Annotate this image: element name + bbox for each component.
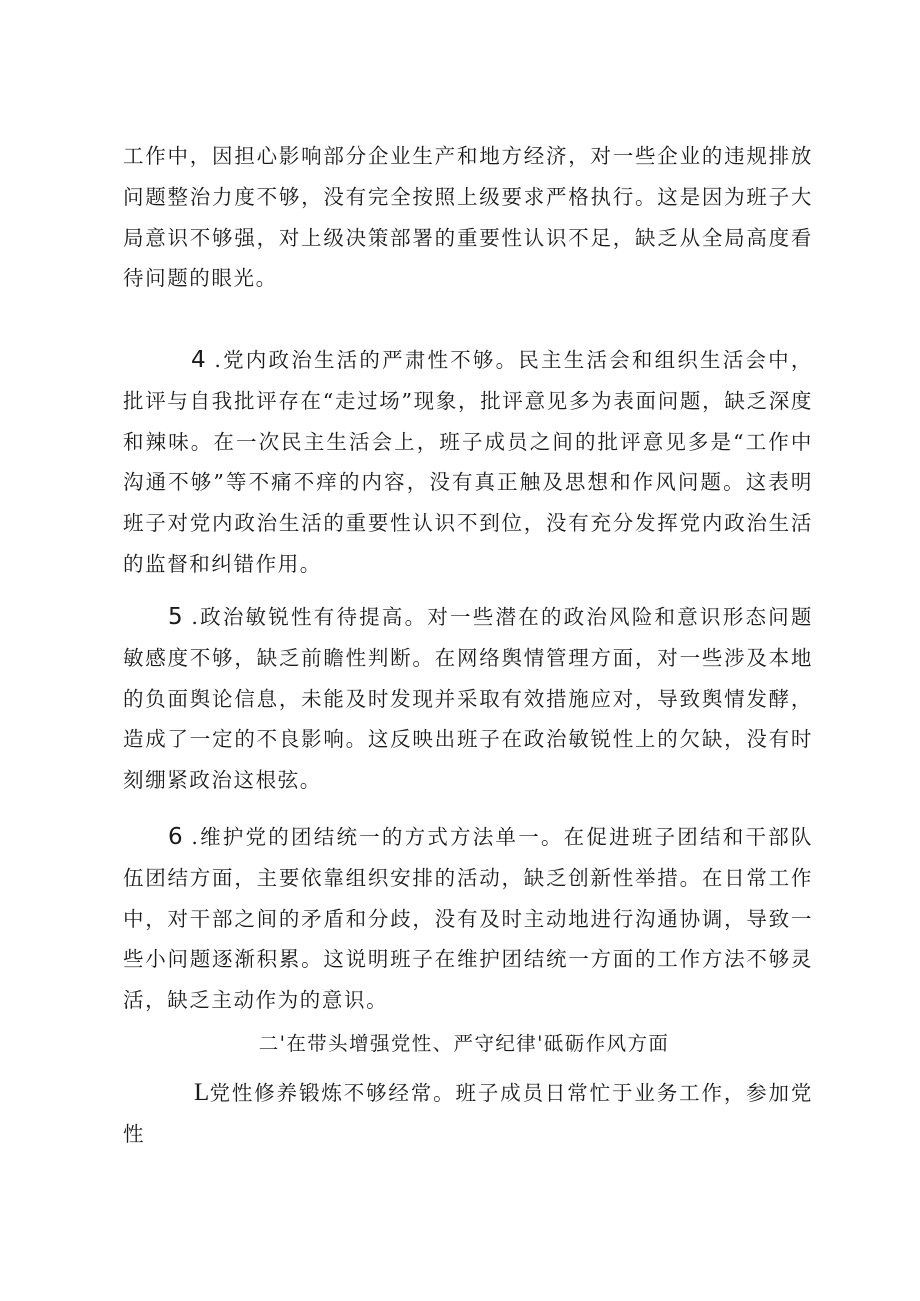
paragraph-text: 党性修养锻炼不够经常。班子成员日常忙于业务工作，参加党性 — [123, 1081, 813, 1146]
paragraph-continuation — [123, 136, 813, 299]
item-number: 4 — [191, 347, 206, 373]
paragraph-text: .党内政治生活的严肃性不够。民主生活会和组织生活会中，批评与自我批评存在“走过场”现象，批评意见多为表面问题，缺乏深度和辣味。在一次民主生活会上，班子成员之间的批评意见多是“工作中沟通不够”等不痛不痒的内容，没有真正触及思想和作风问题。这表明班子对党内政治生活的重要性认识不到位，没有充分发挥党内政治生活的监督和纠错作用。 — [123, 348, 813, 576]
paragraph-item-4 — [123, 340, 813, 585]
paragraph-item-1 — [123, 1073, 813, 1155]
section-heading: 二'在带头增强党性、严守纪律'砥砺作风方面 — [258, 1032, 670, 1055]
paragraph-item-6 — [123, 817, 813, 1021]
item-number: L — [194, 1079, 210, 1106]
item-number: 6 — [168, 824, 183, 850]
paragraph-item-5 — [123, 597, 813, 801]
paragraph-text: .政治敏锐性有待提高。对一些潜在的政治风险和意识形态问题敏感度不够，缺乏前瞻性判断。在网络舆情管理方面，对一些涉及本地的负面舆论信息，未能及时发现并采取有效措施应对，导致舆情发酵，造成了一定的不良影响。这反映出班子在政治敏锐性上的欠缺，没有时刻绷紧政治这根弦。 — [123, 605, 813, 793]
paragraph-text: 工作中，因担心影响部分企业生产和地方经济，对一些企业的违规排放问题整治力度不够，没有完全按照上级要求严格执行。这是因为班子大局意识不够强，对上级决策部署的重要性认识不足，缺乏从全局高度看待问题的眼光。 — [123, 144, 813, 291]
paragraph-text: .维护党的团结统一的方式方法单一。在促进班子团结和干部队伍团结方面，主要依靠组织安排的活动，缺乏创新性举措。在日常工作中，对干部之间的矛盾和分歧，没有及时主动地进行沟通协调，导致一些小问题逐渐积累。这说明班子在维护团结统一方面的工作方法不够灵活，缺乏主动作为的意识。 — [123, 825, 813, 1013]
item-number: 5 — [168, 604, 183, 630]
